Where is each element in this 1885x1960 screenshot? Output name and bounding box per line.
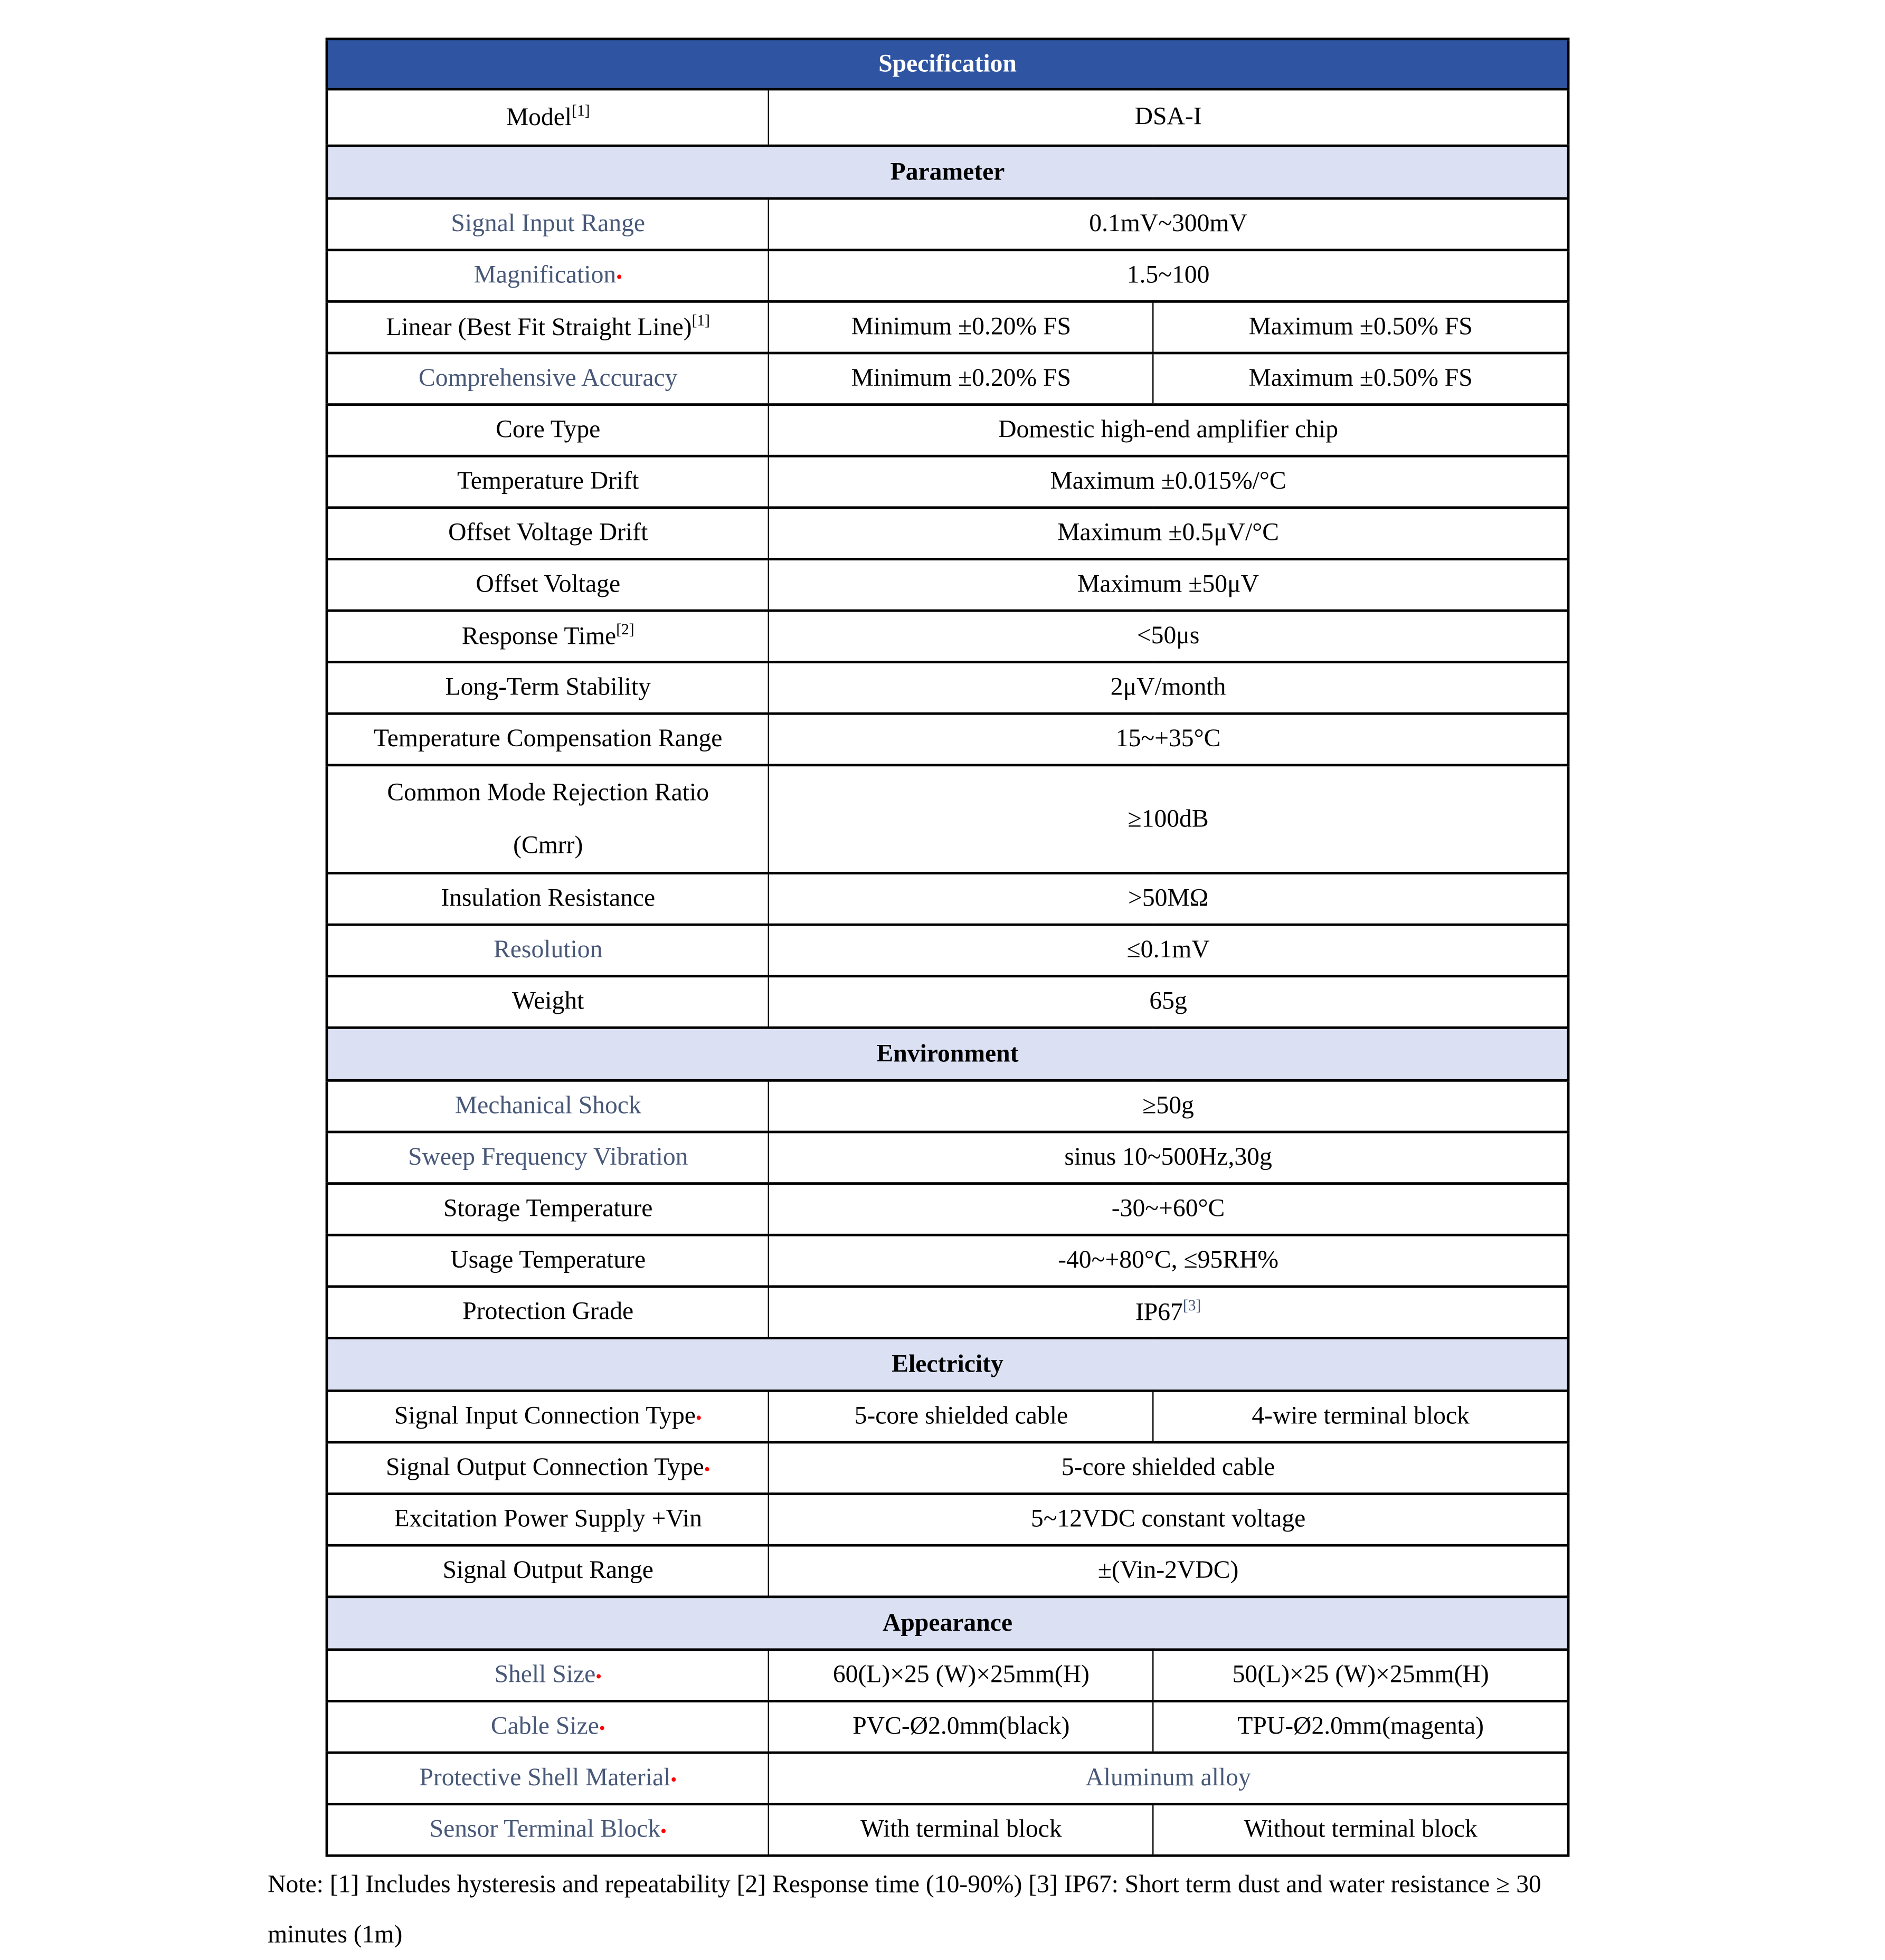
row-linear	[327, 301, 1568, 353]
row-value-1: 5-core shielded cable	[769, 1391, 1153, 1442]
row-label: Usage Temperature	[327, 1235, 769, 1287]
row-value-2: 4-wire terminal block	[1153, 1391, 1568, 1442]
row-resolution	[327, 925, 1568, 976]
row-signal-output-range	[327, 1545, 1568, 1597]
row-label: Temperature Drift	[327, 456, 769, 508]
row-value: Maximum ±0.015%/°C	[769, 456, 1568, 508]
footnote-ref: [1]	[572, 102, 590, 120]
row-value: 2μV/month	[769, 662, 1568, 714]
row-value-2: Maximum ±0.50% FS	[1153, 301, 1568, 353]
row-label: Shell Size•	[327, 1650, 769, 1701]
red-dot-marker: •	[704, 1461, 711, 1480]
red-dot-marker: •	[599, 1720, 605, 1739]
red-dot-marker: •	[695, 1410, 702, 1429]
row-sweep-frequency-vibration	[327, 1132, 1568, 1184]
footnote-line-1: Note: [1] Includes hysteresis and repeatability [2] Response time (10-90%) [3] IP67: Short term dust and water resistance ≥ 30	[268, 1870, 1541, 1899]
row-temperature-drift	[327, 456, 1568, 508]
row-shell-size	[327, 1650, 1568, 1701]
row-value-2: TPU-Ø2.0mm(magenta)	[1153, 1701, 1568, 1753]
row-cmrr	[327, 765, 1568, 873]
red-dot-marker: •	[670, 1771, 677, 1791]
footnote	[268, 1859, 1688, 1959]
row-value: 15~+35°C	[769, 713, 1568, 765]
section-title: Appearance	[327, 1597, 1568, 1650]
row-label: Signal Input Connection Type•	[327, 1391, 769, 1442]
row-mechanical-shock	[327, 1080, 1568, 1132]
row-label: Temperature Compensation Range	[327, 713, 769, 765]
row-temperature-compensation-range	[327, 713, 1568, 765]
section-appearance	[327, 1597, 1568, 1650]
row-value: ≥50g	[769, 1080, 1568, 1132]
row-label: Common Mode Rejection Ratio (Cmrr)	[327, 765, 769, 873]
row-long-term-stability	[327, 662, 1568, 714]
row-label: Storage Temperature	[327, 1184, 769, 1235]
row-insulation-resistance	[327, 873, 1568, 925]
row-weight	[327, 976, 1568, 1028]
row-value-2: Maximum ±0.50% FS	[1153, 353, 1568, 405]
row-label: Linear (Best Fit Straight Line)[1]	[327, 301, 769, 353]
row-value: 5~12VDC constant voltage	[769, 1494, 1568, 1546]
footnote-ref: [2]	[616, 621, 634, 639]
row-label: Signal Output Range	[327, 1545, 769, 1597]
row-label: Offset Voltage	[327, 559, 769, 611]
row-value: IP67[3]	[769, 1287, 1568, 1338]
row-response-time	[327, 611, 1568, 662]
row-label: Protective Shell Material•	[327, 1753, 769, 1804]
row-value: ≥100dB	[769, 765, 1568, 873]
row-value: Domestic high-end amplifier chip	[769, 405, 1568, 456]
row-magnification	[327, 250, 1568, 302]
red-dot-marker: •	[660, 1823, 667, 1842]
row-value: <50μs	[769, 611, 1568, 662]
row-model	[327, 89, 1568, 146]
row-protection-grade	[327, 1287, 1568, 1338]
footnote-ref: [3]	[1182, 1297, 1201, 1315]
row-value: DSA-I	[769, 89, 1568, 146]
footnote-ref: [1]	[692, 311, 711, 330]
row-label: Offset Voltage Drift	[327, 508, 769, 559]
row-label: Response Time[2]	[327, 611, 769, 662]
row-value-1: 60(L)×25 (W)×25mm(H)	[769, 1650, 1153, 1701]
row-offset-voltage-drift	[327, 508, 1568, 559]
row-comprehensive-accuracy	[327, 353, 1568, 405]
row-label: Signal Input Range	[327, 198, 769, 250]
row-signal-input-connection	[327, 1391, 1568, 1442]
row-protective-shell-material	[327, 1753, 1568, 1804]
row-usage-temperature	[327, 1235, 1568, 1287]
row-value-1: Minimum ±0.20% FS	[769, 301, 1153, 353]
section-environment	[327, 1027, 1568, 1080]
row-label-line2: (Cmrr)	[513, 832, 583, 860]
row-value: ±(Vin-2VDC)	[769, 1545, 1568, 1597]
row-value: 0.1mV~300mV	[769, 198, 1568, 250]
row-label: Core Type	[327, 405, 769, 456]
row-label: Protection Grade	[327, 1287, 769, 1338]
row-label: Comprehensive Accuracy	[327, 353, 769, 405]
specification-table	[326, 37, 1570, 1857]
row-label: Resolution	[327, 925, 769, 976]
section-parameter	[327, 146, 1568, 198]
row-value: Aluminum alloy	[769, 1753, 1568, 1804]
table-title: Specification	[327, 39, 1568, 89]
row-value: sinus 10~500Hz,30g	[769, 1132, 1568, 1184]
row-value: Maximum ±0.5μV/°C	[769, 508, 1568, 559]
row-value: 65g	[769, 976, 1568, 1028]
row-label: Mechanical Shock	[327, 1080, 769, 1132]
row-value: -40~+80°C, ≤95RH%	[769, 1235, 1568, 1287]
row-signal-output-connection	[327, 1442, 1568, 1494]
row-label: Excitation Power Supply +Vin	[327, 1494, 769, 1546]
row-sensor-terminal-block	[327, 1804, 1568, 1856]
row-label: Signal Output Connection Type•	[327, 1442, 769, 1494]
row-signal-input-range	[327, 198, 1568, 250]
row-core-type	[327, 405, 1568, 456]
row-label: Sensor Terminal Block•	[327, 1804, 769, 1856]
row-value-1: Minimum ±0.20% FS	[769, 353, 1153, 405]
row-cable-size	[327, 1701, 1568, 1753]
row-value: -30~+60°C	[769, 1184, 1568, 1235]
red-dot-marker: •	[616, 269, 622, 288]
table-title-row	[327, 39, 1568, 89]
row-value-1: PVC-Ø2.0mm(black)	[769, 1701, 1153, 1753]
section-title: Parameter	[327, 146, 1568, 198]
row-storage-temperature	[327, 1184, 1568, 1235]
footnote-line-2: minutes (1m)	[268, 1921, 403, 1949]
row-label: Weight	[327, 976, 769, 1028]
row-value: 5-core shielded cable	[769, 1442, 1568, 1494]
row-label: Insulation Resistance	[327, 873, 769, 925]
row-value-1: With terminal block	[769, 1804, 1153, 1856]
row-value-2: Without terminal block	[1153, 1804, 1568, 1856]
row-value-2: 50(L)×25 (W)×25mm(H)	[1153, 1650, 1568, 1701]
row-value: ≤0.1mV	[769, 925, 1568, 976]
section-title: Electricity	[327, 1338, 1568, 1391]
row-offset-voltage	[327, 559, 1568, 611]
row-value: >50MΩ	[769, 873, 1568, 925]
section-electricity	[327, 1338, 1568, 1391]
red-dot-marker: •	[595, 1668, 602, 1688]
row-value: 1.5~100	[769, 250, 1568, 302]
section-title: Environment	[327, 1027, 1568, 1080]
row-label: Magnification•	[327, 250, 769, 302]
row-label: Model[1]	[327, 89, 769, 146]
row-excitation-power-supply	[327, 1494, 1568, 1546]
row-label: Long-Term Stability	[327, 662, 769, 714]
row-label: Sweep Frequency Vibration	[327, 1132, 769, 1184]
row-value: Maximum ±50μV	[769, 559, 1568, 611]
row-label: Cable Size•	[327, 1701, 769, 1753]
